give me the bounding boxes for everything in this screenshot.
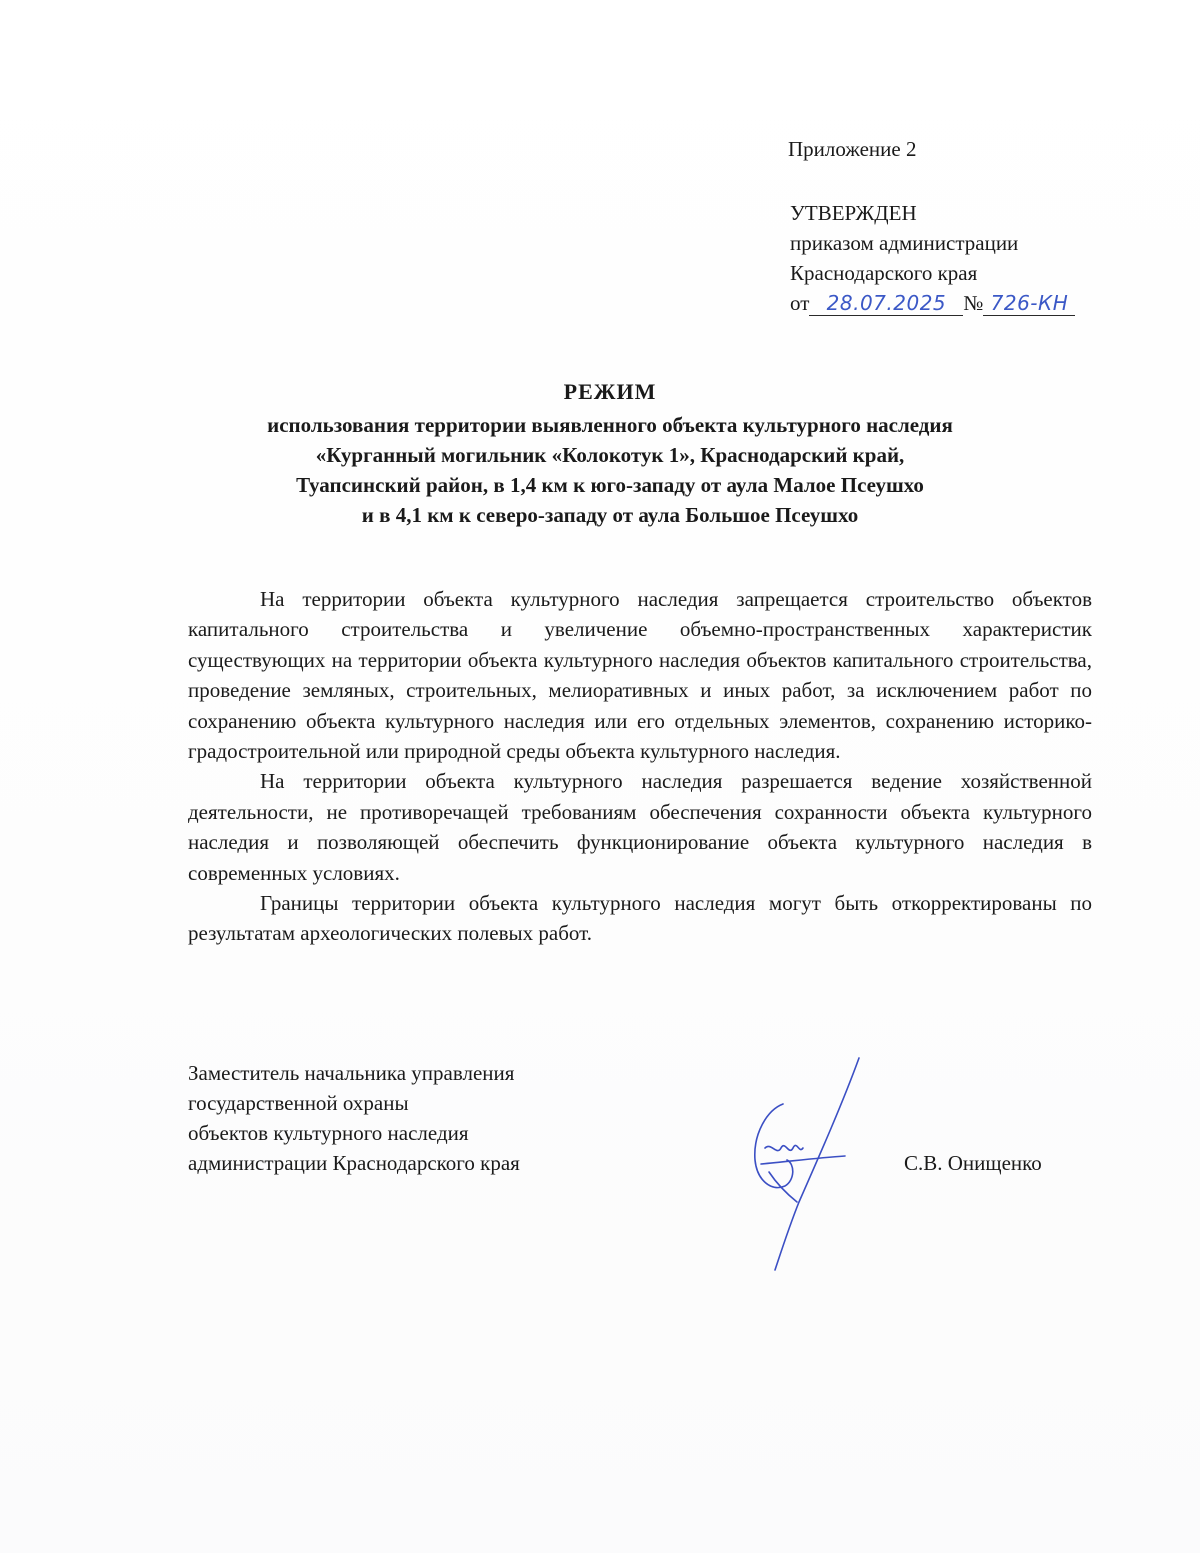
body-paragraph-3: Границы территории объекта культурного наследия могут быть откорректированы по результатам археологических полевых работ. xyxy=(188,891,1092,946)
signature-strokes xyxy=(755,1058,859,1270)
document-body xyxy=(188,584,1092,949)
approved-heading: УТВЕРЖДЕН xyxy=(790,201,917,225)
position-line-3: объектов культурного наследия xyxy=(188,1121,469,1145)
document-title: РЕЖИМ xyxy=(563,379,657,404)
position-line-4: администрации Краснодарского края xyxy=(188,1151,520,1175)
title-line-4: и в 4,1 км к северо-западу от аула Большое Псеушхо xyxy=(361,503,859,527)
approved-by-line-1: приказом администрации xyxy=(790,231,1019,255)
position-line-2: государственной охраны xyxy=(188,1091,409,1115)
order-date-field xyxy=(809,291,963,316)
document-title-block xyxy=(160,377,1060,530)
body-paragraph-1: На территории объекта культурного наследия запрещается строительство объектов капитального строительства и увеличение объемно-пространственных характеристик существующих на территории объекта культурного наследия объектов капитального строительства, проведение земляных, строительных, мелиоративных и иных работ, за исключением работ по сохранению объекта культурного наследия или его отдельных элементов, сохранению историко-градостроительной или природной среды объекта культурного наследия. xyxy=(188,587,1092,764)
order-number-field xyxy=(983,291,1075,316)
title-line-2: «Курганный могильник «Колокотук 1», Краснодарский край, xyxy=(315,443,905,467)
date-prefix: от xyxy=(790,291,810,315)
signatory-position xyxy=(188,1058,520,1178)
title-line-3: Туапсинский район, в 1,4 км к юго-западу от аула Малое Псеушхо xyxy=(296,473,924,497)
order-date-number-line xyxy=(790,288,1075,322)
handwritten-number: 726-КН xyxy=(990,291,1069,315)
body-paragraph-2: На территории объекта культурного наследия разрешается ведение хозяйственной деятельности, не противоречащей требованиям обеспечения сохранности объекта культурного наследия и позволяющей обеспечить функционирование объекта культурного наследия в современных условиях. xyxy=(188,769,1092,885)
position-line-1: Заместитель начальника управления xyxy=(188,1061,515,1085)
approval-block xyxy=(790,198,1075,322)
appendix-label: Приложение 2 xyxy=(788,137,917,161)
number-sign: № xyxy=(963,291,984,315)
title-line-1: использования территории выявленного объекта культурного наследия xyxy=(267,413,953,437)
handwritten-date: 28.07.2025 xyxy=(826,291,947,315)
signatory-name: С.В. Онищенко xyxy=(904,1151,1042,1175)
handwritten-signature xyxy=(725,1052,885,1277)
approved-by-line-2: Краснодарского края xyxy=(790,261,978,285)
